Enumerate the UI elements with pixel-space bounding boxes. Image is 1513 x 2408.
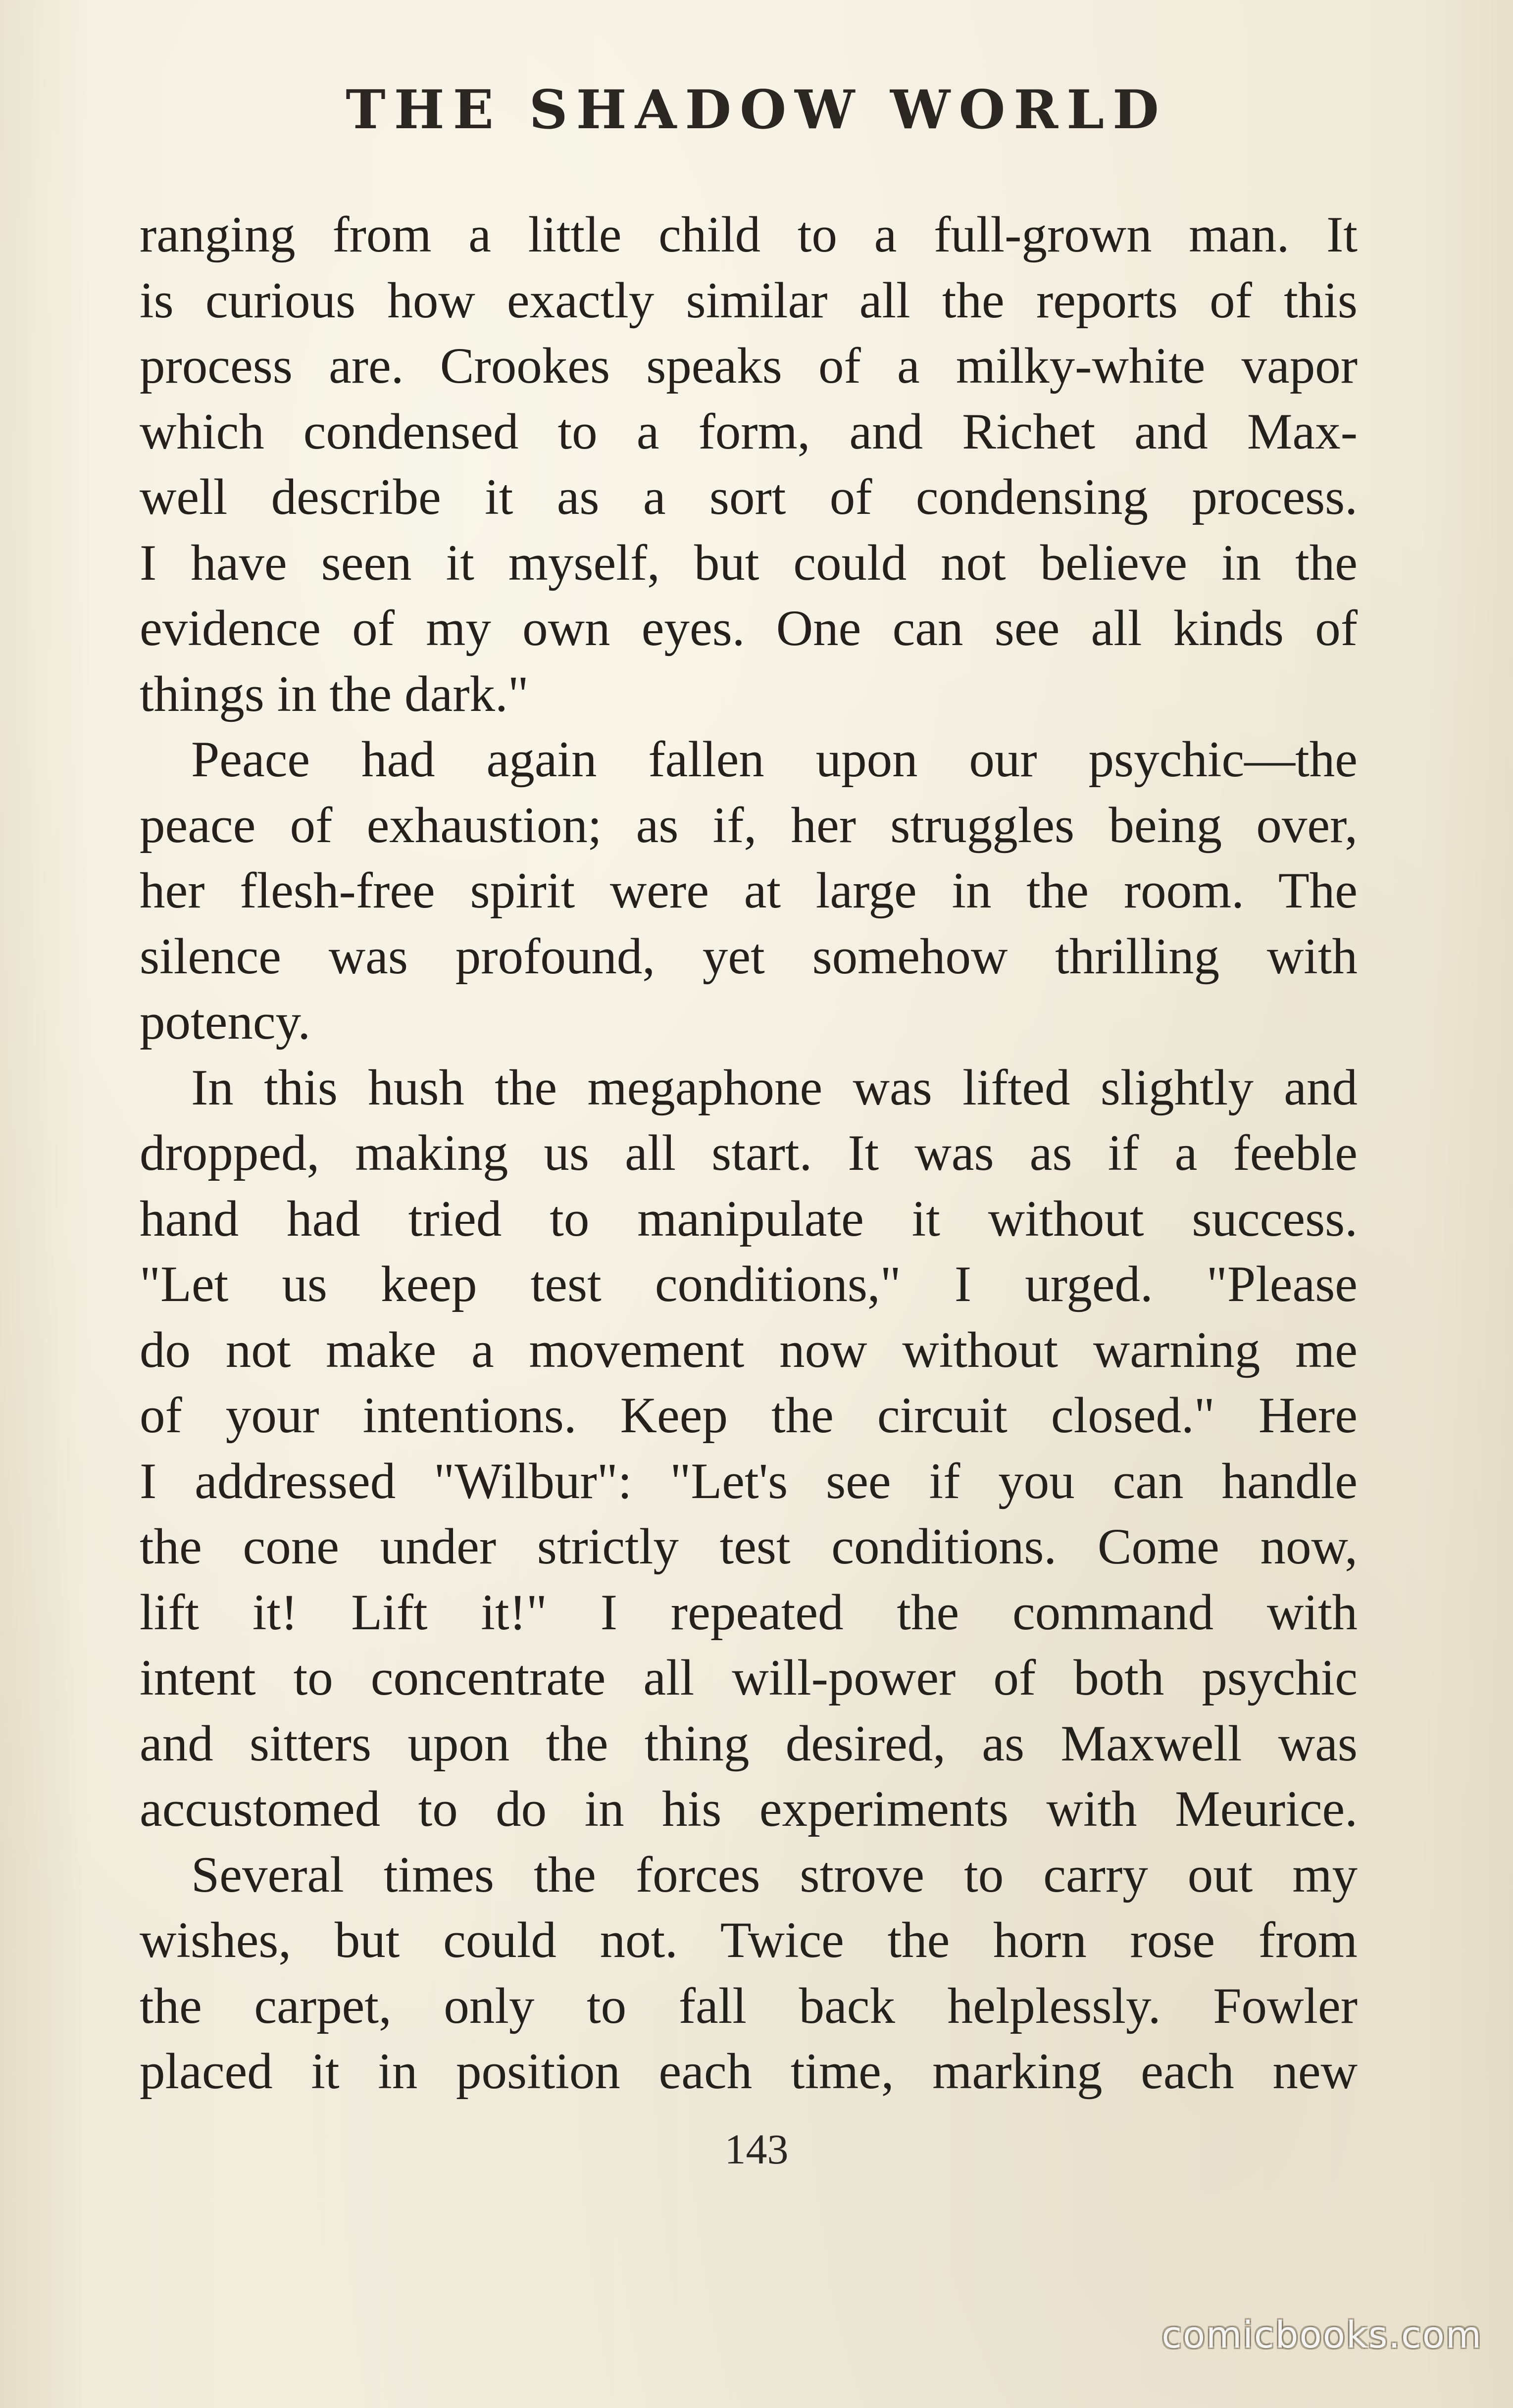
text-line: ranging from a little child to a full-grown man. It [140, 206, 1358, 263]
text-line: In this hush the megaphone was lifted slightly and [191, 1059, 1358, 1116]
text-line: accustomed to do in his experiments with Meurice. [140, 1781, 1358, 1837]
text-line: "Let us keep test conditions," I urged. "Please [140, 1256, 1358, 1312]
text-line: silence was profound, yet somehow thrilling with [140, 928, 1358, 985]
text-line: placed it in position each time, marking each new [140, 2043, 1358, 2100]
text-line: Peace had again fallen upon our psychic—the [191, 731, 1358, 788]
text-line: which condensed to a form, and Richet and Max- [140, 403, 1358, 460]
text-line: Several times the forces strove to carry out my [191, 1846, 1358, 1903]
text-line: of your intentions. Keep the circuit closed." Here [140, 1387, 1358, 1444]
text-line: potency. [140, 994, 311, 1050]
text-line: dropped, making us all start. It was as if a feeble [140, 1125, 1358, 1181]
text-line: the cone under strictly test conditions. Come now, [140, 1518, 1358, 1575]
text-line: her flesh-free spirit were at large in the room. The [140, 862, 1358, 919]
text-line: evidence of my own eyes. One can see all kinds of [140, 600, 1358, 656]
text-line: lift it! Lift it!" I repeated the command with [140, 1584, 1358, 1641]
body-text [140, 202, 1358, 2105]
text-line: and sitters upon the thing desired, as Maxwell was [140, 1715, 1358, 1772]
text-line: I addressed "Wilbur": "Let's see if you can handle [140, 1453, 1358, 1509]
text-line: I have seen it myself, but could not believe in the [140, 534, 1358, 591]
text-line: things in the dark." [140, 665, 529, 722]
text-line: is curious how exactly similar all the reports of this [140, 272, 1358, 329]
watermark: comicbooks.com [1161, 2314, 1482, 2357]
text-line: hand had tried to manipulate it without success. [140, 1190, 1358, 1247]
text-line: the carpet, only to fall back helplessly. Fowler [140, 1977, 1358, 2034]
text-line: wishes, but could not. Twice the horn rose from [140, 1912, 1358, 1968]
text-line: process are. Crookes speaks of a milky-white vapor [140, 338, 1358, 394]
text-line: peace of exhaustion; as if, her struggles being over, [140, 797, 1358, 853]
page-number: 143 [724, 2125, 789, 2173]
text-line: intent to concentrate all will-power of both psychic [140, 1650, 1358, 1706]
text-line: do not make a movement now without warning me [140, 1321, 1358, 1378]
text-line: well describe it as a sort of condensing process. [140, 469, 1358, 525]
running-head: THE SHADOW WORLD [346, 79, 1167, 141]
